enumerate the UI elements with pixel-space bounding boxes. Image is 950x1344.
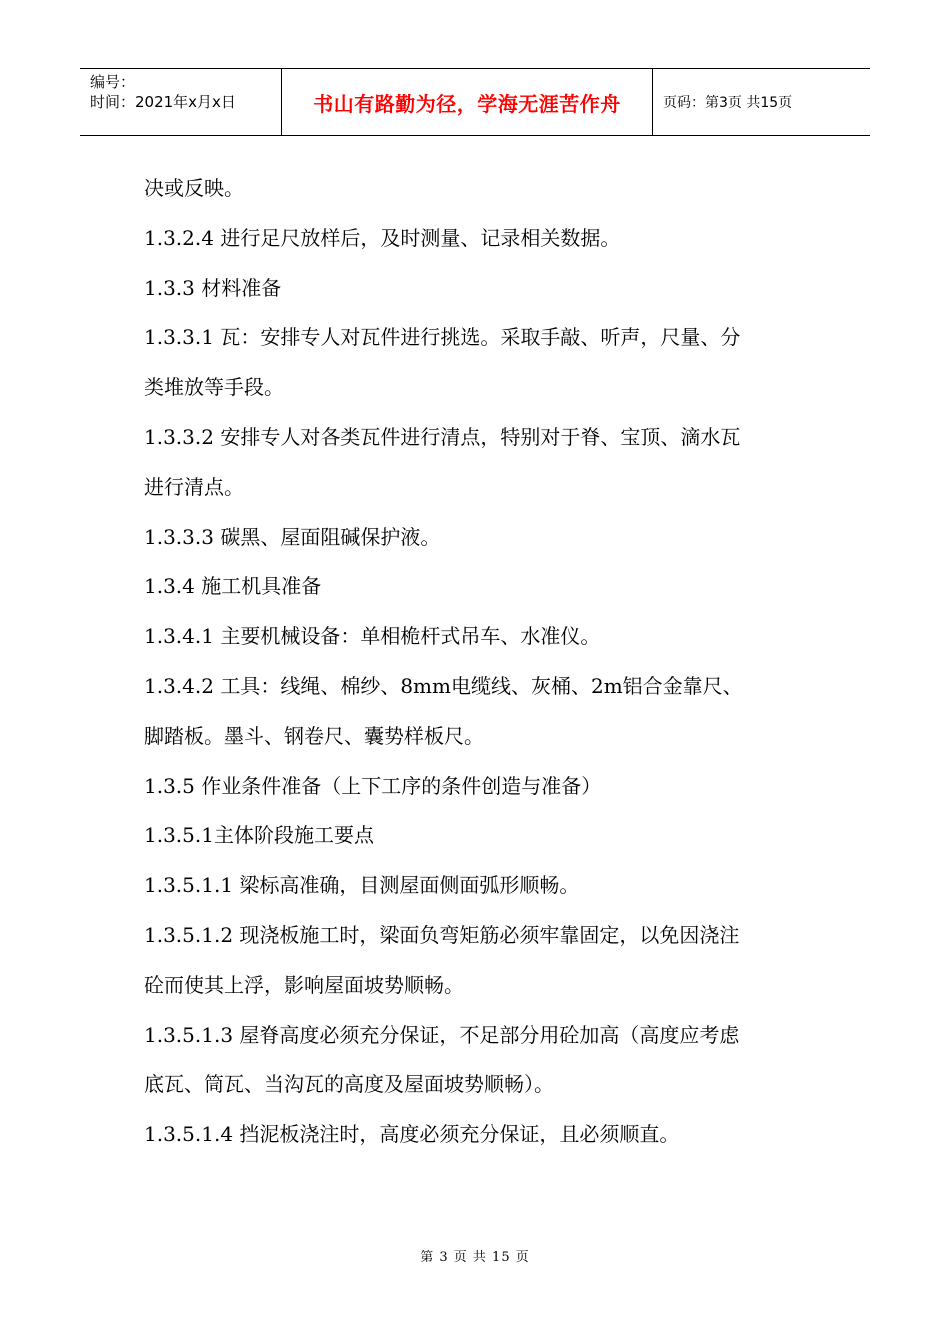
header-meta-cell xyxy=(80,69,282,135)
body-line: 1.3.5.1.3 屋脊高度必须充分保证，不足部分用砼加高（高度应考虑 xyxy=(144,1022,740,1047)
body-line: 1.3.5.1.1 梁标高准确，目测屋面侧面弧形顺畅。 xyxy=(144,873,580,898)
page-info: 页码：第3页 共15页 xyxy=(663,95,793,111)
body-line: 决或反映。 xyxy=(144,176,244,200)
document-number: 编号： xyxy=(90,73,136,91)
section-heading: 1.3.5 作业条件准备（上下工序的条件创造与准备） xyxy=(144,773,602,798)
motto-text: 书山有路勤为径，学海无涯苦作舟 xyxy=(313,91,621,116)
document-body xyxy=(144,170,814,1166)
body-line: 1.3.2.4 进行足尺放样后，及时测量、记录相关数据。 xyxy=(144,225,621,250)
body-line: 1.3.3.3 碳黑、屋面阻碱保护液。 xyxy=(144,524,441,549)
body-line: 砼而使其上浮，影响屋面坡势顺畅。 xyxy=(144,972,464,997)
footer-page-number: 第 3 页 共 15 页 xyxy=(420,1250,530,1265)
body-line: 进行清点。 xyxy=(144,474,244,499)
header-table xyxy=(80,68,870,136)
body-line: 1.3.5.1.2 现浇板施工时，梁面负弯矩筋必须牢靠固定，以免因浇注 xyxy=(144,922,740,947)
section-heading: 1.3.3 材料准备 xyxy=(144,275,282,300)
body-line: 1.3.4.1 主要机械设备：单相桅杆式吊车、水准仪。 xyxy=(144,624,601,649)
body-line: 底瓦、筒瓦、当沟瓦的高度及屋面坡势顺畅）。 xyxy=(144,1072,554,1097)
body-line: 脚踏板。墨斗、钢卷尺、囊势样板尺。 xyxy=(144,723,484,748)
body-line: 类堆放等手段。 xyxy=(144,375,284,400)
body-line: 1.3.4.2 工具：线绳、棉纱、8mm电缆线、灰桶、2m铝合金靠尺、 xyxy=(144,673,743,698)
page-footer xyxy=(0,1246,950,1265)
body-line: 1.3.3.1 瓦：安排专人对瓦件进行挑选。采取手敲、听声，尺量、分 xyxy=(144,325,741,350)
section-heading: 1.3.5.1主体阶段施工要点 xyxy=(144,823,374,848)
section-heading: 1.3.4 施工机具准备 xyxy=(144,574,322,599)
header-motto-cell xyxy=(282,69,653,135)
document-date: 时间：2021年x月x日 xyxy=(90,93,236,111)
body-line: 1.3.3.2 安排专人对各类瓦件进行清点，特别对于脊、宝顶、滴水瓦 xyxy=(144,424,741,449)
body-line: 1.3.5.1.4 挡泥板浇注时，高度必须充分保证，且必须顺直。 xyxy=(144,1122,680,1147)
header-page-cell xyxy=(653,69,870,135)
